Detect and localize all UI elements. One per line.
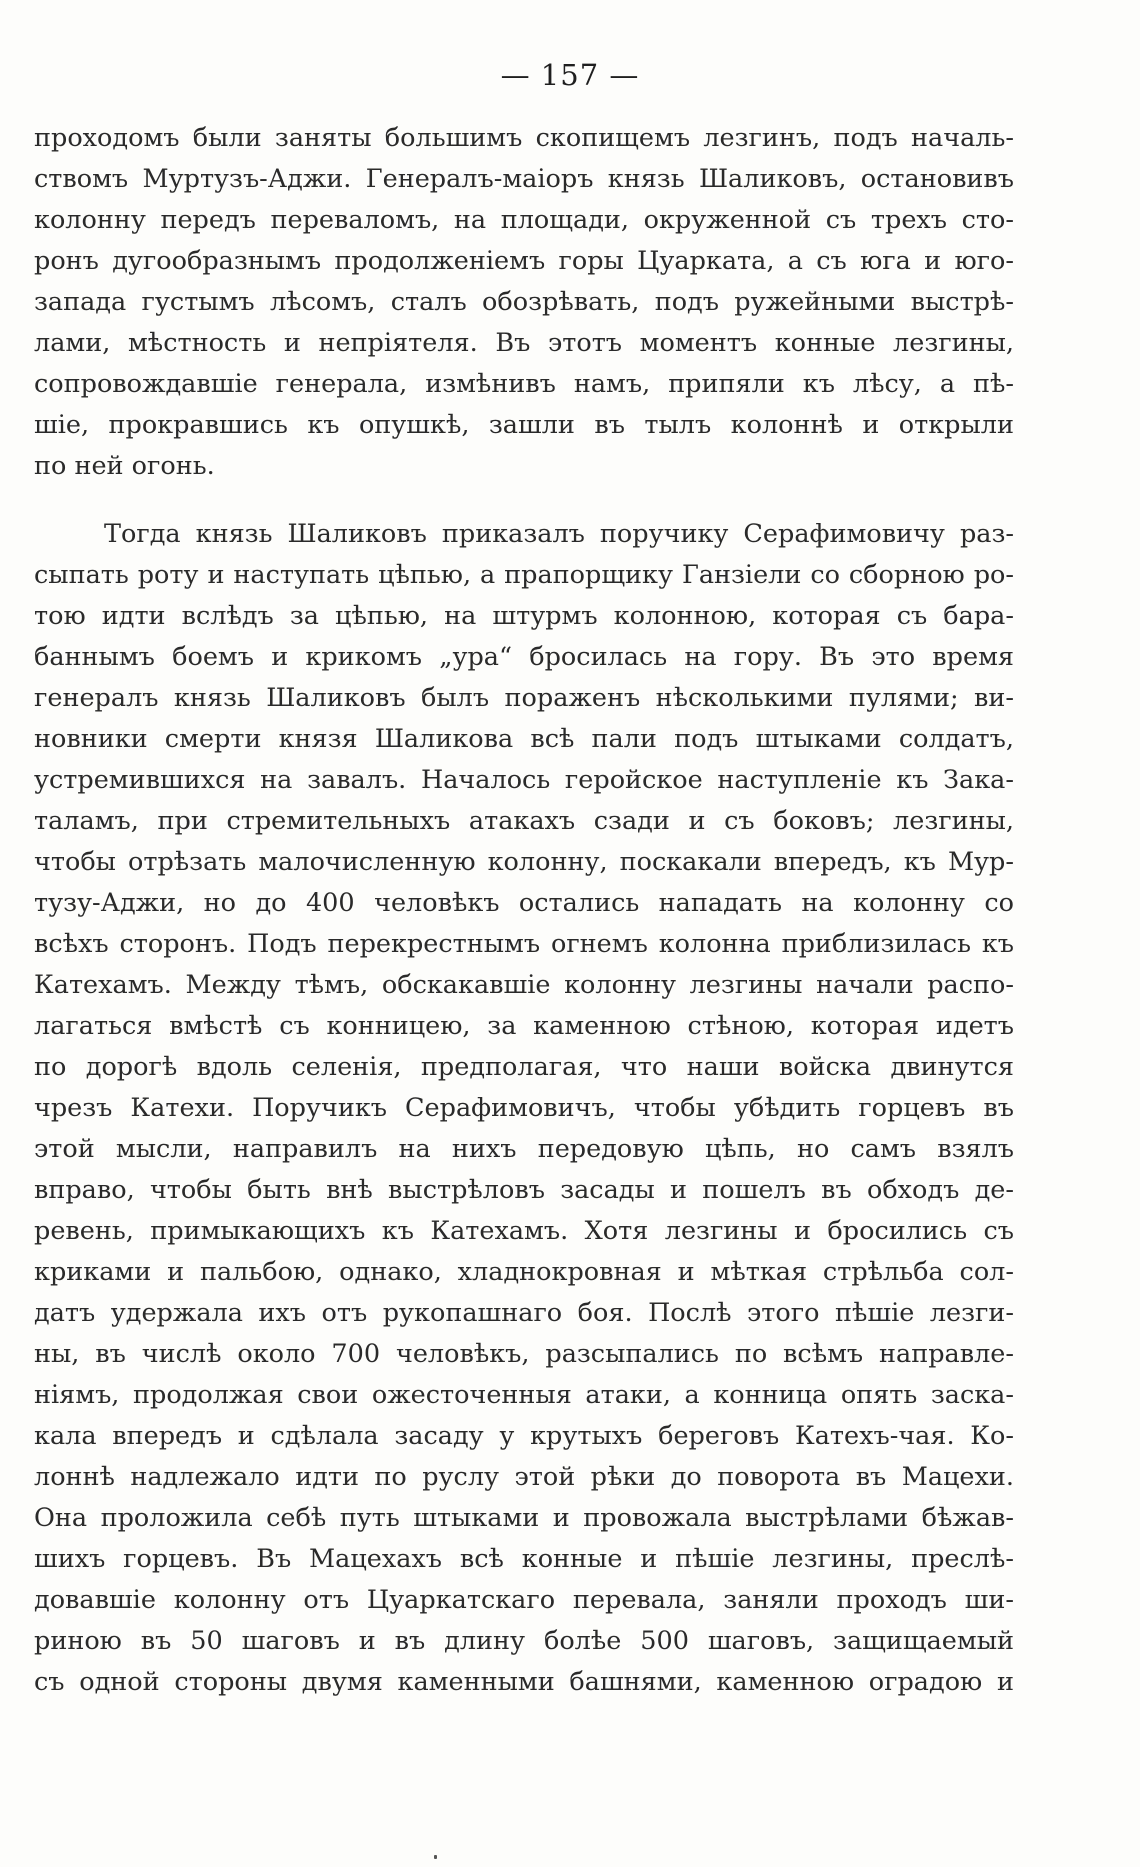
text-line: чтобы отрѣзать малочисленную колонну, поскакали впередъ, къ Мур- xyxy=(34,847,1014,877)
text-line: ревень, примыкающихъ къ Катехамъ. Хотя лезгины и бросились съ xyxy=(34,1216,1014,1246)
text-line: генералъ князь Шаликовъ былъ пораженъ нѣсколькими пулями; ви- xyxy=(34,683,1014,713)
text-line: вправо, чтобы быть внѣ выстрѣловъ засады и пошелъ въ обходъ де- xyxy=(34,1175,1014,1205)
text-line: новники смерти князя Шаликова всѣ пали подъ штыками солдатъ, xyxy=(34,724,1014,754)
text-line: ны, въ числѣ около 700 человѣкъ, разсыпались по всѣмъ направле- xyxy=(34,1339,1014,1369)
text-line: лагаться вмѣстѣ съ конницею, за каменною стѣною, которая идетъ xyxy=(34,1011,1014,1041)
text-line: шіе, прокравшись къ опушкѣ, зашли въ тылъ колоннѣ и открыли xyxy=(34,410,1014,440)
text-line: ронъ дугообразнымъ продолженіемъ горы Цуарката, а съ юга и юго- xyxy=(34,246,1014,276)
text-line: таламъ, при стремительныхъ атакахъ сзади и съ боковъ; лезгины, xyxy=(34,806,1014,836)
text-line: датъ удержала ихъ отъ рукопашнаго боя. Послѣ этого пѣшіе лезги- xyxy=(34,1298,1014,1328)
text-line: ніямъ, продолжая свои ожесточенныя атаки, а конница опять заска- xyxy=(34,1380,1014,1410)
print-speck xyxy=(434,1855,437,1859)
text-line: баннымъ боемъ и крикомъ „ура“ бросилась на гору. Въ это время xyxy=(34,642,1014,672)
text-line: запада густымъ лѣсомъ, сталъ обозрѣвать, подъ ружейными выстрѣ- xyxy=(34,287,1014,317)
text-line: лами, мѣстность и непріятеля. Въ этотъ моментъ конные лезгины, xyxy=(34,328,1014,358)
text-line: всѣхъ сторонъ. Подъ перекрестнымъ огнемъ колонна приблизилась къ xyxy=(34,929,1014,959)
text-line: кала впередъ и сдѣлала засаду у крутыхъ береговъ Катехъ-чая. Ко- xyxy=(34,1421,1014,1451)
text-line: Она проложила себѣ путь штыками и провожала выстрѣлами бѣжав- xyxy=(34,1503,1014,1533)
text-line: этой мысли, направилъ на нихъ передовую цѣпь, но самъ взялъ xyxy=(34,1134,1014,1164)
text-line: лоннѣ надлежало идти по руслу этой рѣки до поворота въ Мацехи. xyxy=(34,1462,1014,1492)
text-line: Катехамъ. Между тѣмъ, обскакавшіе колонну лезгины начали распо- xyxy=(34,970,1014,1000)
text-line: сыпать роту и наступать цѣпью, а прапорщику Ганзіели со сборною ро- xyxy=(34,560,1014,590)
text-line: риною въ 50 шаговъ и въ длину болѣе 500 шаговъ, защищаемый xyxy=(34,1626,1014,1656)
text-line: шихъ горцевъ. Въ Мацехахъ всѣ конные и пѣшіе лезгины, преслѣ- xyxy=(34,1544,1014,1574)
text-line: тузу-Аджи, но до 400 человѣкъ остались нападать на колонну со xyxy=(34,888,1014,918)
text-line: устремившихся на завалъ. Началось геройское наступленіе къ Зака- xyxy=(34,765,1014,795)
text-line: Тогда князь Шаликовъ приказалъ поручику Серафимовичу раз- xyxy=(104,519,1014,549)
paragraph-2 xyxy=(34,514,1014,1703)
text-line: проходомъ были заняты большимъ скопищемъ лезгинъ, подъ началь- xyxy=(34,123,1014,153)
text-line: колонну передъ переваломъ, на площади, окруженной съ трехъ сто- xyxy=(34,205,1014,235)
text-line: довавшіе колонну отъ Цуаркатскаго перевала, заняли проходъ ши- xyxy=(34,1585,1014,1615)
text-line: съ одной стороны двумя каменными башнями, каменною оградою и xyxy=(34,1667,1014,1697)
text-line: криками и пальбою, однако, хладнокровная и мѣткая стрѣльба сол- xyxy=(34,1257,1014,1287)
text-line: по дорогѣ вдоль селенія, предполагая, что наши войска двинутся xyxy=(34,1052,1014,1082)
text-line: сопровождавшіе генерала, измѣнивъ намъ, припяли къ лѣсу, а пѣ- xyxy=(34,369,1014,399)
text-line: по ней огонь. xyxy=(34,451,215,481)
page-number: — 157 — xyxy=(500,58,640,92)
text-line: чрезъ Катехи. Поручикъ Серафимовичъ, чтобы убѣдить горцевъ въ xyxy=(34,1093,1014,1123)
paragraph-1 xyxy=(34,118,1014,487)
text-line: ствомъ Муртузъ-Аджи. Генералъ-маіоръ князь Шаликовъ, остановивъ xyxy=(34,164,1014,194)
text-line: тою идти вслѣдъ за цѣпью, на штурмъ колонною, которая съ бара- xyxy=(34,601,1014,631)
